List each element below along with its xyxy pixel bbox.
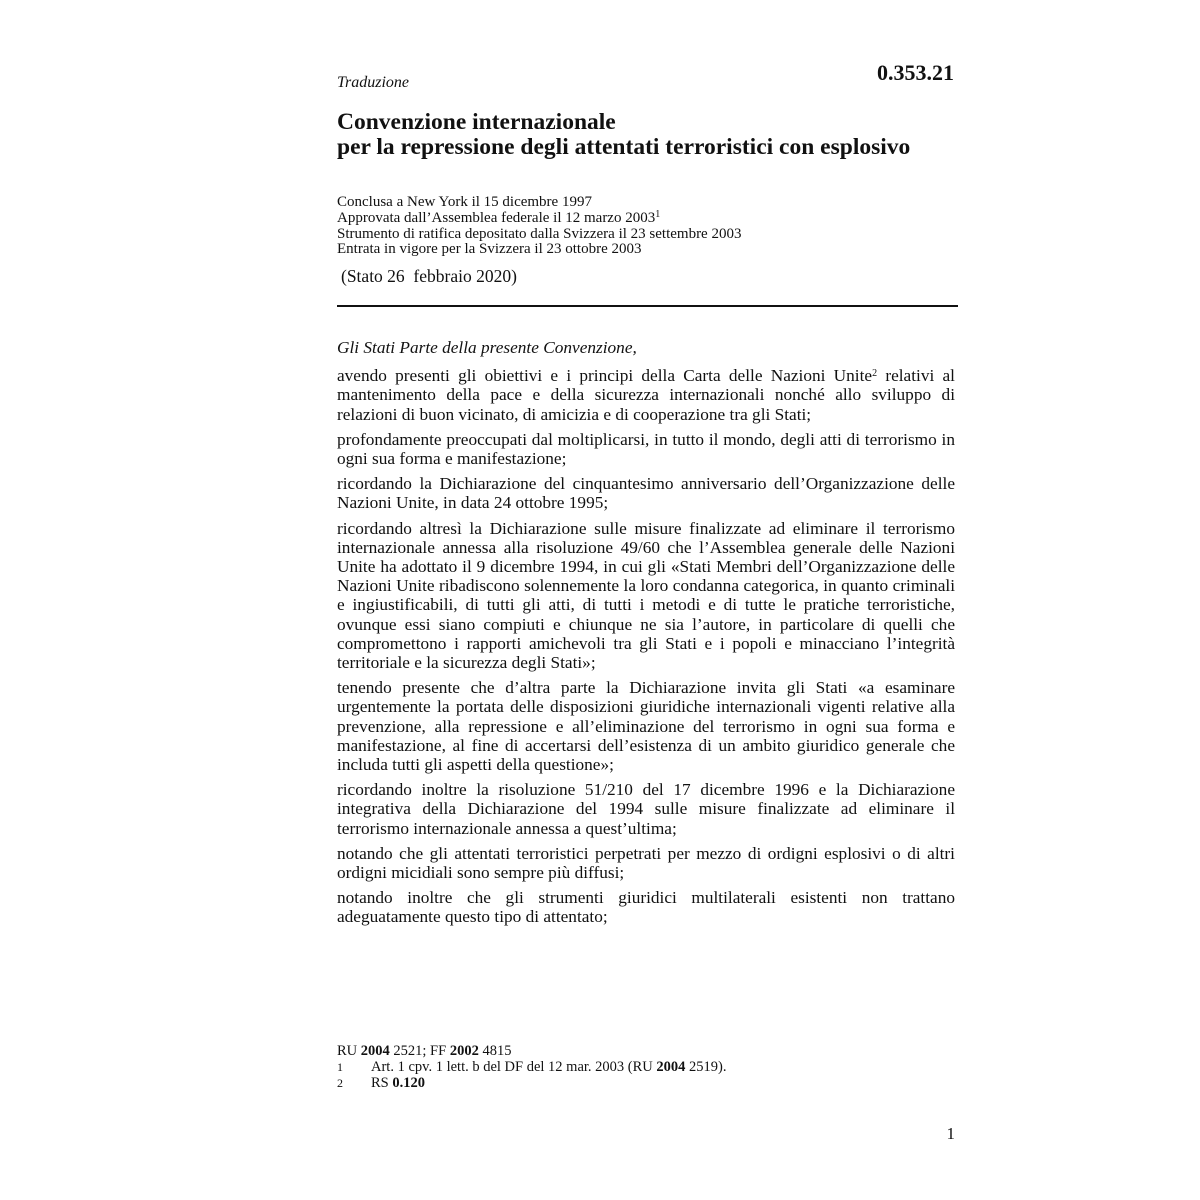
footnote-number: 1 [337,1060,343,1074]
preamble-body [337,338,955,933]
preamble-paragraph [337,366,955,424]
footnote-ref-code: 0.120 [392,1075,425,1091]
ff-page: 4815 [478,1043,512,1059]
title-line-1: Convenzione internazionale [337,109,616,135]
sr-number: 0.353.21 [877,60,954,85]
footnote-text-part: Art. 1 cpv. 1 lett. b del DF del 12 mar. 2003 (RU [371,1059,657,1075]
footnote-ref-2[interactable]: 2 [872,368,878,380]
meta-approved-line [337,208,741,227]
preamble-paragraph: notando che gli attentati terroristici perpetrati per mezzo di ordigni esplosivi o di altri ordigni micidiali sono sempre più diffusi; [337,843,955,883]
footnote-text-part: RS [371,1075,393,1091]
footnote-text [371,1075,425,1091]
ru-label: RU [337,1043,361,1059]
ru-page: 2521; FF [389,1043,450,1059]
footnote-number: 2 [337,1076,343,1090]
footnote-1 [337,1059,727,1075]
preamble-paragraph: notando inoltre che gli strumenti giuridici multilaterali esistenti non trattano adeguatamente questo tipo di attentato; [337,888,955,927]
paragraph-text: relativi al mantenimento della pace e della sicurezza internazionali nonché allo sviluppo di relazioni di buon vicinato, di amicizia e di cooperazione tra gli Stati; [337,366,955,424]
footnote-ref-1[interactable]: 1 [655,208,661,220]
ru-year: 2004 [360,1043,390,1059]
preamble-paragraph: tenendo presente che d’altra parte la Dichiarazione invita gli Stati «a esaminare urgentemente la portata delle disposizioni giuridiche internazionali vigenti relative alla prevenzione, alla repressione e all’eliminazione del terrorismo in ogni sua forma e manifestazione, al fine di accertarsi dell’esistenza di un ambito giuridico generale che includa tutti gli aspetti della questione»; [337,678,955,775]
document-title [337,110,910,160]
footnote-2 [337,1075,727,1091]
footnote-year: 2004 [656,1059,686,1075]
meta-concluded: Conclusa a New York il 15 dicembre 1997 [337,194,592,210]
header-divider [337,305,958,307]
ff-year: 2002 [449,1043,479,1059]
paragraph-text: avendo presenti gli obiettivi e i principi della Carta delle Nazioni Unite [337,366,873,386]
meta-approved: Approvata dall’Assemblea federale il 12 marzo 2003 [337,209,656,226]
meta-ratification: Strumento di ratifica depositato dalla Svizzera il 23 settembre 2003 [337,225,742,242]
preamble-paragraph: ricordando altresì la Dichiarazione sulle misure finalizzate ad eliminare il terrorismo internazionale annessa alla risoluzione 49/60 che l’Assemblea generale delle Nazioni Unite ha adottato il 9 dicembre 1994, in cui gli «Stati Membri dell’Organizzazione delle Nazioni Unite ribadiscono solennemente la loro condanna categorica, in quanto criminali e ingiustificabili, di tutti gli atti, di tutti i metodi e di tutte le pratiche terroristiche, ovunque essi siano compiuti e chiunque ne sia l’autore, in particolare di quelli che compromettono i rapporti amichevoli tra gli Stati e i popoli e minacciano l’integrità territoriale e la sicurezza degli Stati»; [337,518,955,673]
preamble-paragraph: profondamente preoccupati dal moltiplicarsi, in tutto il mondo, degli atti di terrorismo in ogni sua forma e manifestazione; [337,429,955,469]
status-date: (Stato 26 febbraio 2020) [341,266,517,286]
title-line-2: per la repressione degli attentati terroristici con esplosivo [337,134,911,160]
preamble-intro: Gli Stati Parte della presente Convenzione, [337,338,637,357]
footnote-text [371,1059,727,1075]
footnote-text-part: 2519). [685,1059,727,1075]
translation-label: Traduzione [337,74,410,91]
meta-entry-into-force: Entrata in vigore per la Svizzera il 23 ottobre 2003 [337,241,642,258]
preamble-paragraph: ricordando la Dichiarazione del cinquantesimo anniversario dell’Organizzazione delle Nazioni Unite, in data 24 ottobre 1995; [337,474,955,513]
preamble-paragraph: ricordando inoltre la risoluzione 51/210 del 17 dicembre 1996 e la Dichiarazione integrativa della Dichiarazione del 1994 sulle misure finalizzate ad eliminare il terrorismo internazionale annessa a quest’ultima; [337,780,955,838]
document-metadata [337,195,741,258]
footnotes [337,1043,727,1091]
source-reference [337,1043,727,1059]
page-number: 1 [946,1124,955,1143]
